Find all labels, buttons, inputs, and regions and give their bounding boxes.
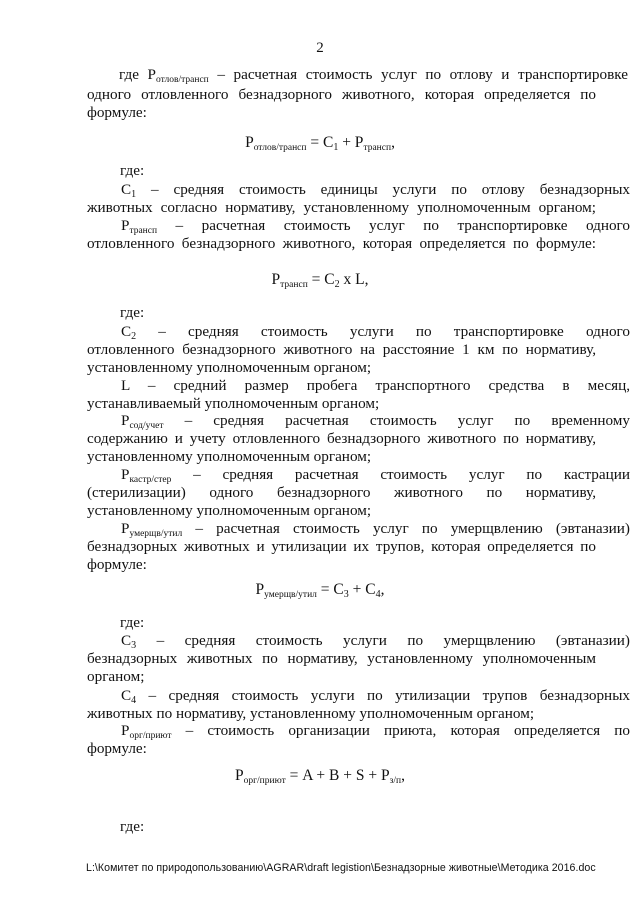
- text-line: устанавливаемый уполномоченным органом;: [87, 395, 380, 412]
- text-line: органом;: [87, 668, 145, 685]
- page-number: 2: [316, 40, 324, 56]
- text-line: отловленного безнадзорного животного на расстояние 1 км по нормативу,: [87, 341, 596, 358]
- formula: Рорг/приют = A + B + S + Рз/п,: [235, 767, 405, 786]
- text-line: формуле:: [87, 104, 147, 121]
- definition-line: Рорг/приют – стоимость организации приюта, которая определяется по: [121, 722, 630, 741]
- text-line: установленному уполномоченным органом;: [87, 502, 372, 519]
- text-line: животных по нормативу, установленному уполномоченным органом;: [87, 705, 535, 722]
- definition-line: C3 – средняя стоимость услуги по умерщвлению (эвтаназии): [121, 632, 630, 651]
- file-path-footer: L:\Комитет по природопользованию\AGRAR\draft legistion\Безнадзорные животные\Методика 2016.doc: [86, 862, 596, 874]
- definition-line: L – средний размер пробега транспортного средства в месяц,: [121, 377, 630, 394]
- definition-line: где Ротлов/трансп – расчетная стоимость услуг по отлову и транспортировке: [119, 66, 629, 85]
- definition-line: C1 – средняя стоимость единицы услуги по отлову безнадзорных: [121, 181, 630, 200]
- definition-line: Рсод/учет – средняя расчетная стоимость услуг по временному: [121, 412, 630, 431]
- where-label: где:: [120, 304, 145, 321]
- formula: Ротлов/трансп = C1 + Pтрансп,: [245, 134, 395, 153]
- definition-line: C2 – средняя стоимость услуги по транспортировке одного: [121, 323, 630, 342]
- formula: Румерщв/утил = C3 + C4,: [255, 581, 385, 600]
- where-label: где:: [120, 614, 145, 631]
- where-label: где:: [120, 162, 145, 179]
- text-line: формуле:: [87, 556, 147, 573]
- text-line: установленному уполномоченным органом;: [87, 448, 372, 465]
- definition-line: Румерщв/утил – расчетная стоимость услуг по умерщвлению (эвтаназии): [121, 520, 630, 539]
- text-line: животных согласно нормативу, установленному уполномоченным органом;: [87, 199, 596, 216]
- formula: Ртрансп = C2 x L,: [271, 271, 369, 290]
- text-line: одного отловленного безнадзорного животного, которая определяется по: [87, 86, 596, 103]
- text-line: безнадзорных животных по нормативу, установленному уполномоченным: [87, 650, 596, 667]
- definition-line: Ркастр/стер – средняя расчетная стоимость услуг по кастрации: [121, 466, 630, 485]
- definition-line: Ртрансп – расчетная стоимость услуг по транспортировке одного: [121, 217, 630, 236]
- definition-line: C4 – средняя стоимость услуги по утилизации трупов безнадзорных: [121, 687, 630, 706]
- text-line: (стерилизации) одного безнадзорного животного по нормативу,: [87, 484, 596, 501]
- text-line: отловленного безнадзорного животного, которая определяется по формуле:: [87, 235, 596, 252]
- text-line: содержанию и учету отловленного безнадзорного животного по нормативу,: [87, 430, 596, 447]
- where-label: где:: [120, 818, 145, 835]
- text-line: формуле:: [87, 740, 147, 757]
- text-line: безнадзорных животных и утилизации их трупов, которая определяется по: [87, 538, 596, 555]
- text-line: установленному уполномоченным органом;: [87, 359, 372, 376]
